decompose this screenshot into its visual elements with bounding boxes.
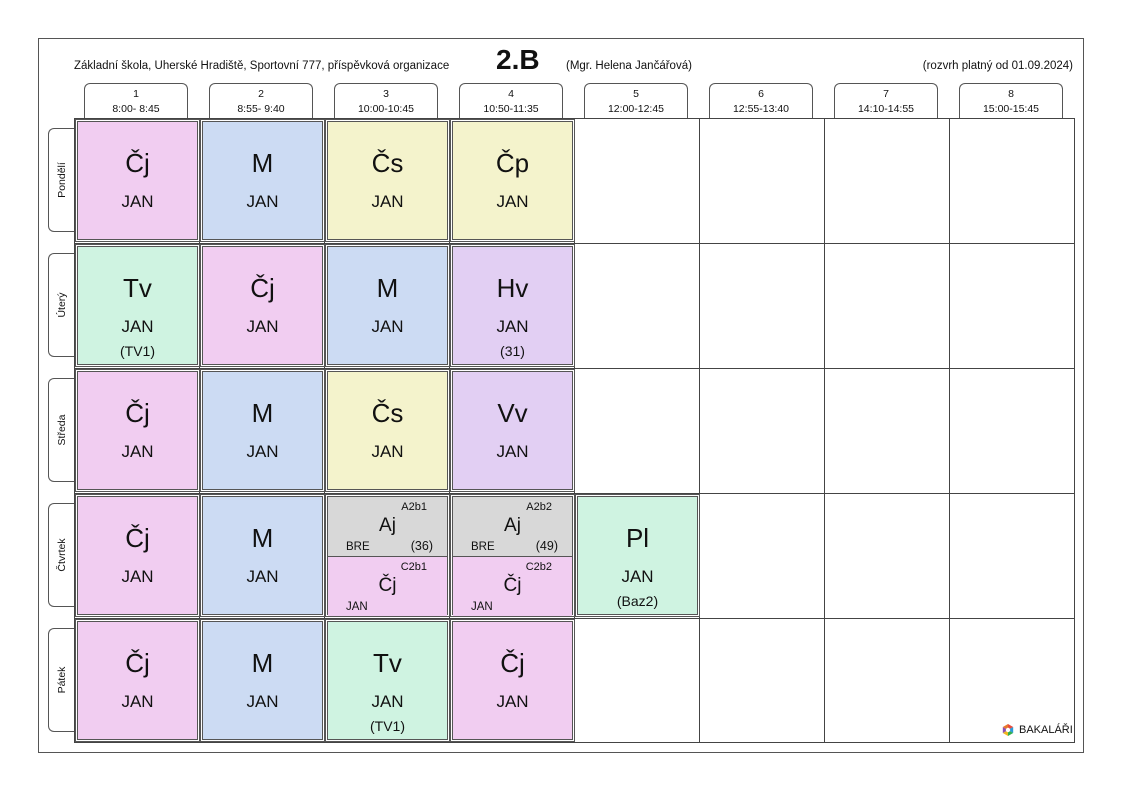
lesson-cell[interactable] [77, 496, 198, 615]
lesson-teacher: JAN [496, 692, 529, 711]
lesson-cell[interactable] [202, 246, 323, 365]
lesson-subject: Čj [125, 398, 150, 428]
period-number: 3 [383, 88, 389, 100]
lesson-cell[interactable] [452, 621, 573, 740]
lesson-teacher: JAN [371, 442, 404, 461]
day-label-tuesday: Úterý [48, 253, 74, 357]
lesson-teacher: JAN [371, 692, 404, 711]
lesson-cell[interactable] [452, 121, 573, 240]
lesson-teacher: JAN [496, 442, 529, 461]
lesson-room: (49) [535, 539, 558, 553]
lesson-group: C2b1 [400, 561, 427, 573]
period-header-7 [834, 83, 938, 119]
lesson-subject: Vv [497, 398, 528, 428]
day-label-wednesday: Středa [48, 378, 74, 482]
lesson-cell[interactable] [327, 121, 448, 240]
period-header-5 [584, 83, 688, 119]
lesson-subject: Čj [125, 148, 150, 178]
lesson-cell[interactable] [77, 246, 198, 365]
school-name: Základní škola, Uherské Hradiště, Sportovní 777, příspěvková organizace [74, 60, 450, 72]
lesson-room: (31) [500, 343, 525, 359]
grid-divider [324, 118, 325, 743]
lesson-cell[interactable] [202, 621, 323, 740]
lesson-teacher: JAN [121, 567, 154, 586]
lesson-room: (TV1) [370, 718, 405, 734]
split-lesson-cell[interactable] [452, 496, 573, 615]
lesson-teacher: JAN [246, 317, 279, 336]
brand-name: BAKALÁŘI [1019, 724, 1073, 736]
lesson-room: (TV1) [120, 343, 155, 359]
group-lesson[interactable] [453, 497, 572, 557]
lesson-cell[interactable] [202, 371, 323, 490]
lesson-teacher: JAN [246, 442, 279, 461]
period-number: 6 [758, 88, 764, 100]
lesson-subject: Čp [495, 148, 530, 178]
lesson-subject: Aj [504, 515, 521, 536]
lesson-teacher: JAN [121, 442, 154, 461]
lesson-teacher: JAN [621, 567, 654, 586]
grid-divider [949, 118, 950, 743]
lesson-subject: M [251, 523, 274, 553]
grid-divider [74, 368, 1075, 369]
lesson-subject: Čs [371, 398, 404, 428]
period-time: 12:00-12:45 [607, 103, 665, 115]
period-header-3 [334, 83, 438, 119]
period-number: 1 [133, 88, 139, 100]
lesson-group: C2b2 [525, 561, 552, 573]
day-label-friday: Pátek [48, 628, 74, 732]
lesson-teacher: JAN [471, 601, 493, 613]
lesson-subject: Čj [125, 648, 150, 678]
period-time: 12:55-13:40 [732, 103, 790, 115]
lesson-teacher: JAN [496, 317, 529, 336]
lesson-cell[interactable] [327, 246, 448, 365]
lesson-cell[interactable] [327, 621, 448, 740]
valid-from: (rozvrh platný od 01.09.2024) [922, 60, 1073, 72]
lesson-subject: Čj [125, 523, 150, 553]
lesson-subject: Čj [250, 273, 275, 303]
period-header-1 [84, 83, 188, 119]
period-time: 14:10-14:55 [857, 103, 915, 115]
lesson-teacher: BRE [346, 541, 370, 553]
lesson-cell[interactable] [452, 371, 573, 490]
period-header-2 [209, 83, 313, 119]
lesson-cell[interactable] [202, 121, 323, 240]
lesson-subject: Čj [378, 575, 397, 596]
lesson-subject: M [251, 648, 274, 678]
period-number: 2 [258, 88, 264, 100]
grid-divider [574, 118, 575, 743]
grid-divider [449, 118, 450, 743]
class-name: 2.B [496, 44, 540, 75]
period-time: 10:00-10:45 [357, 103, 415, 115]
lesson-cell[interactable] [202, 496, 323, 615]
lesson-teacher: JAN [121, 692, 154, 711]
lesson-teacher: BRE [471, 541, 495, 553]
lesson-teacher: JAN [121, 192, 154, 211]
split-lesson-cell[interactable] [327, 496, 448, 615]
period-number: 8 [1008, 88, 1014, 100]
lesson-subject: Čs [371, 148, 404, 178]
lesson-teacher: JAN [371, 192, 404, 211]
lesson-subject: M [251, 148, 274, 178]
lesson-cell[interactable] [452, 246, 573, 365]
day-label-monday: Pondělí [48, 128, 74, 232]
lesson-subject: Aj [379, 515, 396, 536]
grid-divider [199, 118, 200, 743]
lesson-subject: M [376, 273, 399, 303]
lesson-teacher: JAN [246, 692, 279, 711]
period-time: 15:00-15:45 [982, 103, 1040, 115]
lesson-subject: M [251, 398, 274, 428]
period-number: 4 [508, 88, 514, 100]
grid-divider [824, 118, 825, 743]
lesson-cell[interactable] [77, 121, 198, 240]
day-label-thursday: Čtvrtek [48, 503, 74, 607]
lesson-cell[interactable] [77, 371, 198, 490]
lesson-teacher: JAN [346, 601, 368, 613]
lesson-subject: Čj [500, 648, 525, 678]
lesson-group: A2b2 [526, 501, 552, 513]
lesson-subject: Tv [123, 273, 152, 303]
period-time: 8:00- 8:45 [112, 103, 160, 115]
grid-divider [74, 618, 1075, 619]
lesson-subject: Pl [625, 523, 650, 553]
lesson-cell[interactable] [77, 621, 198, 740]
period-header-4 [459, 83, 563, 119]
lesson-teacher: JAN [246, 192, 279, 211]
lesson-teacher: JAN [371, 317, 404, 336]
bakalari-logo-icon [1001, 723, 1015, 737]
period-number: 5 [633, 88, 639, 100]
period-time: 10:50-11:35 [483, 103, 539, 115]
lesson-subject: Hv [496, 273, 529, 303]
period-number: 7 [883, 88, 889, 100]
lesson-teacher: JAN [496, 192, 529, 211]
class-teacher: (Mgr. Helena Jančářová) [566, 60, 692, 72]
lesson-teacher: JAN [246, 567, 279, 586]
group-lesson[interactable] [328, 497, 447, 557]
lesson-cell[interactable] [577, 496, 698, 615]
lesson-group: A2b1 [401, 501, 427, 513]
grid-divider [699, 118, 700, 743]
period-time: 8:55- 9:40 [237, 103, 285, 115]
group-lesson[interactable] [328, 557, 447, 616]
lesson-teacher: JAN [121, 317, 154, 336]
period-header-8 [959, 83, 1063, 119]
grid-divider [74, 243, 1075, 244]
lesson-cell[interactable] [327, 371, 448, 490]
group-lesson[interactable] [453, 557, 572, 616]
lesson-subject: Tv [373, 648, 402, 678]
grid-divider [74, 493, 1075, 494]
lesson-room: (Baz2) [616, 593, 659, 609]
lesson-room: (36) [410, 539, 433, 553]
period-header-6 [709, 83, 813, 119]
lesson-subject: Čj [503, 575, 522, 596]
